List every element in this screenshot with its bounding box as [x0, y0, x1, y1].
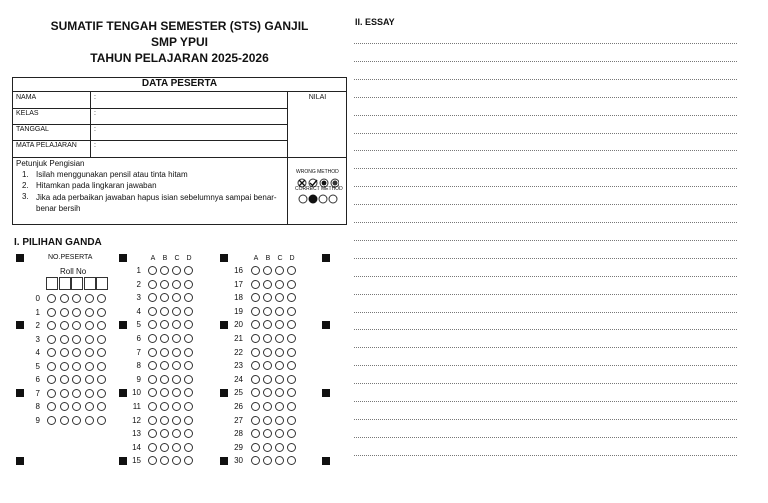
answer-bubble[interactable]	[172, 416, 181, 425]
essay-answer-line[interactable]	[354, 150, 737, 151]
question-number: 9	[136, 374, 141, 384]
question-number: 5	[136, 320, 141, 330]
roll-digit-bubble[interactable]	[47, 389, 56, 398]
answer-bubble[interactable]	[172, 280, 181, 289]
answer-bubble[interactable]	[160, 429, 169, 438]
answer-bubble[interactable]	[275, 388, 284, 397]
field-colon: :	[94, 110, 96, 117]
answer-bubble[interactable]	[172, 443, 181, 452]
participant-data-title: DATA PESERTA	[141, 78, 218, 89]
section-multiple-choice-title: I. PILIHAN GANDA	[14, 237, 102, 248]
roll-digit-bubble[interactable]	[60, 335, 69, 344]
answer-bubble[interactable]	[275, 348, 284, 357]
choice-header: D	[289, 255, 295, 262]
choice-header: B	[265, 255, 271, 262]
roll-digit-bubble[interactable]	[72, 375, 81, 384]
answer-bubble[interactable]	[275, 334, 284, 343]
answer-bubble[interactable]	[184, 293, 193, 302]
roll-digit-bubble[interactable]	[47, 294, 56, 303]
field-input-mata-pelajaran[interactable]	[91, 140, 287, 156]
roll-digit-bubble[interactable]	[72, 321, 81, 330]
answer-bubble[interactable]	[160, 266, 169, 275]
roll-digit-bubble[interactable]	[47, 321, 56, 330]
answer-bubble[interactable]	[160, 320, 169, 329]
registration-mark	[16, 321, 24, 329]
field-colon: :	[94, 126, 96, 133]
answer-bubble[interactable]	[172, 375, 181, 384]
answer-bubble[interactable]	[287, 320, 296, 329]
roll-digit-bubble[interactable]	[47, 375, 56, 384]
choice-header: D	[186, 255, 192, 262]
answer-bubble[interactable]	[263, 293, 272, 302]
roll-digit-bubble[interactable]	[85, 308, 94, 317]
answer-bubble[interactable]	[184, 443, 193, 452]
answer-bubble[interactable]	[184, 375, 193, 384]
answer-bubble[interactable]	[160, 307, 169, 316]
answer-bubble[interactable]	[251, 416, 260, 425]
sheet-title: SUMATIF TENGAH SEMESTER (STS) GANJIL	[50, 19, 309, 33]
answer-bubble[interactable]	[263, 429, 272, 438]
answer-bubble[interactable]	[148, 293, 157, 302]
registration-mark	[16, 254, 24, 262]
answer-bubble[interactable]	[172, 307, 181, 316]
question-number: 23	[234, 361, 243, 371]
answer-bubble[interactable]	[160, 456, 169, 465]
answer-bubble[interactable]	[160, 375, 169, 384]
answer-bubble[interactable]	[263, 388, 272, 397]
roll-digit-bubble[interactable]	[47, 402, 56, 411]
essay-answer-line[interactable]	[354, 133, 737, 134]
field-input-tanggal[interactable]	[91, 124, 287, 140]
answer-bubble[interactable]	[251, 320, 260, 329]
roll-number-box[interactable]	[59, 277, 71, 290]
roll-digit-bubble[interactable]	[47, 416, 56, 425]
digit-label: 8	[35, 402, 40, 411]
question-number: 2	[136, 279, 141, 289]
answer-bubble[interactable]	[172, 348, 181, 357]
essay-answer-line[interactable]	[354, 115, 737, 116]
answer-bubble[interactable]	[172, 429, 181, 438]
answer-bubble[interactable]	[172, 388, 181, 397]
field-input-kelas[interactable]	[91, 108, 287, 124]
answer-bubble[interactable]	[160, 361, 169, 370]
answer-bubble[interactable]	[148, 266, 157, 275]
roll-digit-bubble[interactable]	[72, 294, 81, 303]
roll-digit-bubble[interactable]	[97, 389, 106, 398]
nilai-label: NILAI	[308, 94, 327, 101]
field-label: TANGGAL	[16, 126, 49, 133]
answer-bubble[interactable]	[148, 402, 157, 411]
roll-digit-bubble[interactable]	[60, 362, 69, 371]
roll-number-box[interactable]	[46, 277, 58, 290]
roll-digit-bubble[interactable]	[85, 402, 94, 411]
answer-bubble[interactable]	[275, 280, 284, 289]
answer-bubble[interactable]	[263, 375, 272, 384]
registration-mark	[322, 254, 330, 262]
field-colon: :	[94, 94, 96, 101]
answer-bubble[interactable]	[160, 388, 169, 397]
answer-bubble[interactable]	[148, 334, 157, 343]
divider	[12, 157, 347, 158]
answer-bubble[interactable]	[184, 280, 193, 289]
academic-year: TAHUN PELAJARAN 2025-2026	[90, 51, 269, 65]
essay-answer-line[interactable]	[354, 61, 737, 62]
instruction-number: 3.	[22, 192, 29, 201]
digit-label: 2	[35, 321, 40, 330]
roll-digit-bubble[interactable]	[47, 335, 56, 344]
answer-bubble[interactable]	[275, 266, 284, 275]
answer-bubble[interactable]	[287, 375, 296, 384]
roll-digit-bubble[interactable]	[85, 348, 94, 357]
question-number: 6	[136, 334, 141, 343]
instruction-number: 1.	[22, 170, 29, 179]
question-number: 28	[234, 429, 243, 439]
answer-bubble[interactable]	[251, 348, 260, 357]
roll-digit-bubble[interactable]	[85, 335, 94, 344]
question-number: 21	[234, 334, 243, 343]
answer-bubble[interactable]	[160, 348, 169, 357]
field-label: NAMA	[16, 94, 37, 101]
answer-bubble[interactable]	[148, 456, 157, 465]
answer-bubble[interactable]	[184, 456, 193, 465]
roll-digit-bubble[interactable]	[97, 308, 106, 317]
answer-bubble[interactable]	[160, 293, 169, 302]
answer-bubble[interactable]	[160, 443, 169, 452]
question-number: 10	[132, 388, 141, 398]
answer-bubble[interactable]	[287, 429, 296, 438]
answer-bubble[interactable]	[263, 402, 272, 411]
answer-bubble[interactable]	[287, 266, 296, 275]
answer-bubble[interactable]	[160, 280, 169, 289]
roll-digit-bubble[interactable]	[85, 294, 94, 303]
answer-bubble[interactable]	[275, 361, 284, 370]
answer-bubble[interactable]	[275, 293, 284, 302]
choice-header: C	[277, 255, 283, 262]
answer-bubble[interactable]	[263, 320, 272, 329]
essay-answer-line[interactable]	[354, 347, 737, 348]
essay-answer-line[interactable]	[354, 168, 737, 169]
answer-bubble[interactable]	[160, 334, 169, 343]
answer-bubble[interactable]	[275, 456, 284, 465]
answer-bubble[interactable]	[148, 320, 157, 329]
answer-bubble[interactable]	[148, 429, 157, 438]
answer-bubble[interactable]	[172, 266, 181, 275]
registration-mark	[322, 457, 330, 465]
divider	[90, 91, 91, 157]
answer-bubble[interactable]	[287, 388, 296, 397]
digit-label: 5	[35, 361, 40, 371]
answer-bubble[interactable]	[184, 388, 193, 397]
question-number: 16	[234, 266, 243, 275]
instructions-title: Petunjuk Pengisian	[16, 159, 85, 168]
answer-bubble[interactable]	[251, 402, 260, 411]
instruction-number: 2.	[22, 181, 29, 190]
roll-digit-bubble[interactable]	[60, 402, 69, 411]
instruction-item: Isilah menggunakan pensil atau tinta hitam	[36, 170, 188, 179]
question-number: 20	[234, 320, 243, 330]
registration-mark	[16, 389, 24, 397]
choice-header: B	[162, 255, 168, 262]
essay-answer-line[interactable]	[354, 258, 737, 259]
answer-bubble[interactable]	[287, 280, 296, 289]
roll-digit-bubble[interactable]	[85, 362, 94, 371]
answer-bubble[interactable]	[172, 334, 181, 343]
answer-bubble[interactable]	[263, 416, 272, 425]
answer-bubble[interactable]	[148, 307, 157, 316]
roll-digit-bubble[interactable]	[72, 389, 81, 398]
roll-digit-bubble[interactable]	[97, 362, 106, 371]
answer-bubble[interactable]	[251, 361, 260, 370]
answer-bubble[interactable]	[251, 443, 260, 452]
roll-digit-bubble[interactable]	[72, 335, 81, 344]
roll-digit-bubble[interactable]	[72, 308, 81, 317]
answer-bubble[interactable]	[287, 416, 296, 425]
essay-answer-line[interactable]	[354, 204, 737, 205]
roll-digit-bubble[interactable]	[60, 294, 69, 303]
instruction-item: Jika ada perbaikan jawaban hapus isian sebelumnya sampai benar-benar bersih	[36, 193, 277, 213]
answer-bubble[interactable]	[172, 456, 181, 465]
answer-bubble[interactable]	[251, 388, 260, 397]
essay-answer-line[interactable]	[354, 312, 737, 313]
answer-bubble[interactable]	[263, 443, 272, 452]
question-number: 7	[136, 347, 141, 357]
question-number: 3	[136, 293, 141, 303]
question-number: 17	[234, 279, 243, 289]
answer-bubble[interactable]	[287, 443, 296, 452]
question-number: 19	[234, 306, 243, 316]
divider	[287, 91, 288, 225]
roll-digit-bubble[interactable]	[97, 402, 106, 411]
roll-digit-bubble[interactable]	[72, 348, 81, 357]
question-number: 22	[234, 347, 243, 357]
roll-digit-bubble[interactable]	[72, 416, 81, 425]
answer-bubble[interactable]	[148, 280, 157, 289]
question-number: 25	[234, 388, 243, 398]
answer-bubble[interactable]	[287, 293, 296, 302]
answer-bubble[interactable]	[275, 307, 284, 316]
registration-mark	[322, 389, 330, 397]
section-essay-title: II. ESSAY	[355, 17, 395, 27]
registration-mark	[16, 457, 24, 465]
essay-answer-line[interactable]	[354, 401, 737, 402]
question-number: 13	[132, 429, 141, 439]
answer-bubble[interactable]	[184, 266, 193, 275]
answer-bubble[interactable]	[263, 307, 272, 316]
answer-bubble[interactable]	[275, 320, 284, 329]
question-number: 11	[132, 402, 141, 411]
roll-number-label: Roll No	[60, 267, 87, 276]
question-number: 27	[234, 415, 243, 425]
digit-label: 4	[35, 348, 40, 357]
question-number: 4	[136, 306, 141, 316]
roll-digit-bubble[interactable]	[47, 348, 56, 357]
roll-digit-bubble[interactable]	[60, 348, 69, 357]
roll-digit-bubble[interactable]	[85, 389, 94, 398]
correct-method-icons	[298, 191, 340, 201]
answer-bubble[interactable]	[251, 334, 260, 343]
answer-bubble[interactable]	[148, 443, 157, 452]
roll-number-box[interactable]	[84, 277, 96, 290]
roll-digit-bubble[interactable]	[97, 294, 106, 303]
roll-digit-bubble[interactable]	[97, 416, 106, 425]
answer-bubble[interactable]	[287, 402, 296, 411]
answer-bubble[interactable]	[251, 280, 260, 289]
answer-bubble[interactable]	[184, 361, 193, 370]
essay-answer-line[interactable]	[354, 437, 737, 438]
answer-bubble[interactable]	[251, 266, 260, 275]
answer-bubble[interactable]	[263, 334, 272, 343]
answer-bubble[interactable]	[287, 334, 296, 343]
essay-answer-line[interactable]	[354, 186, 737, 187]
roll-digit-bubble[interactable]	[47, 308, 56, 317]
digit-label: 9	[35, 415, 40, 425]
answer-bubble[interactable]	[275, 429, 284, 438]
wrong-method-icons	[297, 175, 339, 185]
answer-bubble[interactable]	[148, 361, 157, 370]
answer-bubble[interactable]	[251, 293, 260, 302]
roll-digit-bubble[interactable]	[60, 416, 69, 425]
essay-answer-line[interactable]	[354, 276, 737, 277]
field-colon: :	[94, 142, 96, 149]
essay-answer-line[interactable]	[354, 240, 737, 241]
essay-answer-line[interactable]	[354, 365, 737, 366]
essay-answer-line[interactable]	[354, 97, 737, 98]
digit-label: 1	[35, 307, 40, 317]
answer-bubble[interactable]	[287, 361, 296, 370]
answer-bubble[interactable]	[172, 320, 181, 329]
choice-header: C	[174, 255, 180, 262]
answer-bubble[interactable]	[263, 348, 272, 357]
roll-digit-bubble[interactable]	[72, 402, 81, 411]
answer-bubble[interactable]	[172, 402, 181, 411]
field-label: MATA PELAJARAN	[16, 142, 77, 149]
digit-label: 3	[35, 334, 40, 344]
answer-bubble[interactable]	[251, 456, 260, 465]
instruction-item: Hitamkan pada lingkaran jawaban	[36, 181, 157, 190]
answer-bubble[interactable]	[287, 307, 296, 316]
essay-answer-line[interactable]	[354, 329, 737, 330]
wrong-method-label: WRONG METHOD	[296, 169, 339, 175]
roll-digit-bubble[interactable]	[85, 321, 94, 330]
question-number: 26	[234, 402, 243, 411]
registration-mark	[220, 254, 228, 262]
digit-label: 7	[35, 388, 40, 398]
answer-bubble[interactable]	[184, 402, 193, 411]
answer-bubble[interactable]	[148, 416, 157, 425]
essay-answer-line[interactable]	[354, 294, 737, 295]
participant-number-label: NO.PESERTA	[48, 254, 93, 261]
registration-mark	[322, 321, 330, 329]
field-input-nama[interactable]	[91, 92, 287, 108]
answer-bubble[interactable]	[184, 334, 193, 343]
answer-bubble[interactable]	[184, 429, 193, 438]
roll-digit-bubble[interactable]	[60, 308, 69, 317]
question-number: 18	[234, 293, 243, 303]
roll-digit-bubble[interactable]	[97, 348, 106, 357]
question-number: 15	[132, 456, 141, 466]
answer-bubble[interactable]	[184, 348, 193, 357]
question-number: 12	[132, 415, 141, 425]
roll-digit-bubble[interactable]	[60, 389, 69, 398]
roll-digit-bubble[interactable]	[85, 416, 94, 425]
registration-mark	[119, 254, 127, 262]
essay-answer-line[interactable]	[354, 222, 737, 223]
answer-bubble[interactable]	[184, 416, 193, 425]
question-number: 14	[132, 442, 141, 452]
essay-answer-line[interactable]	[354, 79, 737, 80]
answer-bubble[interactable]	[263, 361, 272, 370]
answer-bubble[interactable]	[263, 456, 272, 465]
answer-bubble[interactable]	[275, 402, 284, 411]
question-number: 24	[234, 374, 243, 384]
answer-bubble[interactable]	[184, 320, 193, 329]
answer-bubble[interactable]	[251, 375, 260, 384]
roll-digit-bubble[interactable]	[97, 321, 106, 330]
essay-answer-line[interactable]	[354, 383, 737, 384]
choice-header: A	[253, 255, 259, 262]
question-number: 29	[234, 442, 243, 452]
answer-bubble[interactable]	[172, 361, 181, 370]
question-number: 8	[136, 361, 141, 371]
answer-bubble[interactable]	[160, 416, 169, 425]
roll-number-box[interactable]	[96, 277, 108, 290]
answer-bubble[interactable]	[148, 388, 157, 397]
question-number: 30	[234, 456, 243, 466]
essay-answer-line[interactable]	[354, 43, 737, 44]
answer-bubble[interactable]	[251, 307, 260, 316]
digit-label: 0	[35, 294, 40, 303]
answer-bubble[interactable]	[275, 443, 284, 452]
answer-bubble[interactable]	[251, 429, 260, 438]
roll-digit-bubble[interactable]	[60, 321, 69, 330]
roll-digit-bubble[interactable]	[85, 375, 94, 384]
answer-bubble[interactable]	[148, 348, 157, 357]
choice-header: A	[150, 255, 156, 262]
answer-bubble[interactable]	[275, 416, 284, 425]
correct-method-label: CORRECT METHOD	[295, 186, 343, 192]
answer-bubble[interactable]	[148, 375, 157, 384]
school-name: SMP YPUI	[151, 35, 208, 49]
answer-bubble[interactable]	[263, 280, 272, 289]
essay-answer-line[interactable]	[354, 455, 737, 456]
roll-digit-bubble[interactable]	[97, 335, 106, 344]
answer-bubble[interactable]	[287, 456, 296, 465]
answer-bubble[interactable]	[275, 375, 284, 384]
roll-digit-bubble[interactable]	[97, 375, 106, 384]
roll-digit-bubble[interactable]	[72, 362, 81, 371]
answer-bubble[interactable]	[160, 402, 169, 411]
essay-answer-line[interactable]	[354, 419, 737, 420]
roll-digit-bubble[interactable]	[47, 362, 56, 371]
answer-bubble[interactable]	[287, 348, 296, 357]
digit-label: 6	[35, 375, 40, 384]
field-label: KELAS	[16, 110, 39, 117]
answer-bubble[interactable]	[172, 293, 181, 302]
roll-number-box[interactable]	[71, 277, 83, 290]
question-number: 1	[136, 266, 141, 275]
roll-digit-bubble[interactable]	[60, 375, 69, 384]
answer-bubble[interactable]	[184, 307, 193, 316]
answer-bubble[interactable]	[263, 266, 272, 275]
